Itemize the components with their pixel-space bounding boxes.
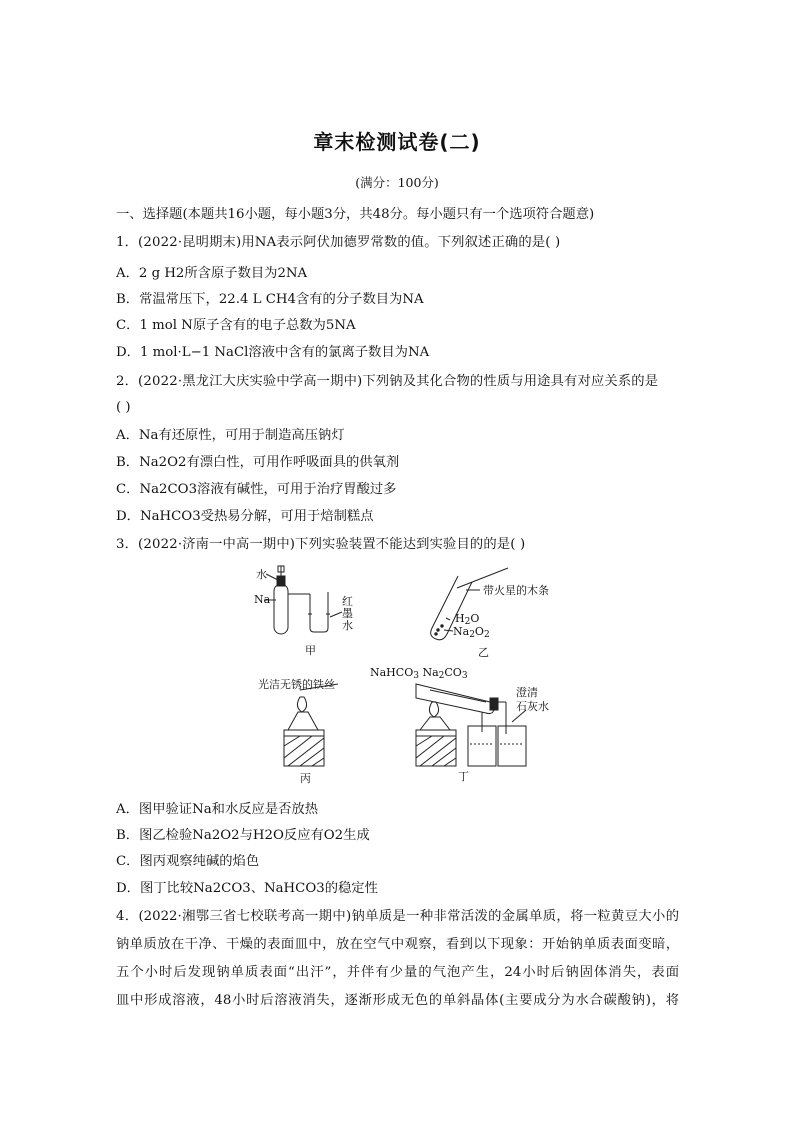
label-na: Na	[254, 593, 271, 606]
label-limewater	[516, 686, 549, 714]
question-1-option-a: A．2 g H2所含原子数目为2NA	[116, 266, 308, 281]
question-4-line-4: 皿中形成溶液，48小时后溶液消失，逐渐形成无色的单斜晶体(主要成分为水合碳酸钠)，将	[116, 993, 679, 1008]
label-water: 水	[256, 568, 267, 581]
caption-ding: 丁	[458, 770, 469, 783]
question-2-option-a: A．Na有还原性，可用于制造高压钠灯	[116, 428, 345, 443]
label-salts: NaHCO$_3$ $Na_2CO_3$	[370, 666, 468, 681]
question-4-line-2: 钠单质放在干净、干燥的表面皿中，放在空气中观察，看到以下现象：开始钠单质表面变暗，	[116, 937, 679, 952]
caption-jia: 甲	[305, 644, 316, 657]
label-red-ink-2: 墨	[342, 607, 353, 620]
question-3-option-b: B．图乙检验Na2O2与H2O反应有O2生成	[116, 828, 370, 843]
page-title: 章末检测试卷(二)	[313, 130, 481, 154]
question-2-option-c: C．Na2CO3溶液有碱性，可用于治疗胃酸过多	[116, 482, 397, 497]
setup-jia	[264, 566, 342, 634]
setup-bing	[284, 684, 338, 766]
question-2-option-b: B．Na2O2有漂白性，可用作呼吸面具的供氧剂	[116, 455, 400, 470]
section-heading: 一、选择题(本题共16小题，每小题3分，共48分。每小题只有一个选项符合题意)	[116, 207, 595, 222]
question-3-option-d: D．图丁比较Na2CO3、NaHCO3的稳定性	[116, 881, 378, 896]
label-red-ink	[342, 596, 353, 632]
score-note: (满分：100分)	[355, 175, 439, 190]
question-3-option-c: C．图丙观察纯碱的焰色	[116, 854, 260, 869]
setup-ding	[416, 684, 526, 766]
label-iron-wire: 光洁无锈的铁丝	[258, 678, 335, 691]
label-red-ink-3: 水	[342, 619, 353, 632]
label-h2o: $H_2O$	[455, 612, 480, 627]
question-2-answer-paren: ( )	[116, 400, 131, 415]
question-1-option-d: D．1 mol·L−1 NaCl溶液中含有的氯离子数目为NA	[116, 345, 430, 360]
question-2-option-d: D．NaHCO3受热易分解，可用于焙制糕点	[116, 509, 374, 524]
question-4-line-1: 4．(2022·湘鄂三省七校联考高一期中)钠单质是一种非常活泼的金属单质，将一粒黄豆大小的	[116, 909, 679, 924]
label-limewater-1: 澄清	[516, 686, 538, 699]
question-3-option-a: A．图甲验证Na和水反应是否放热	[116, 802, 319, 817]
label-red-ink-1: 红	[342, 595, 353, 608]
label-glowing-splint: 带火星的木条	[483, 584, 549, 597]
label-limewater-2: 石灰水	[516, 700, 549, 713]
label-na2o2: $Na_2O_2$	[453, 625, 490, 640]
question-1-stem: 1．(2022·昆明期末)用NA表示阿伏加德罗常数的值。下列叙述正确的是( )	[116, 235, 561, 250]
question-1-option-b: B．常温常压下，22.4 L CH4含有的分子数目为NA	[116, 292, 424, 307]
question-1-option-c: C．1 mol N原子含有的电子总数为5NA	[116, 318, 356, 333]
caption-yi: 乙	[478, 646, 489, 659]
question-3-stem: 3．(2022·济南一中高一期中)下列实验装置不能达到实验目的的是( )	[116, 537, 526, 552]
caption-bing: 丙	[300, 772, 311, 785]
question-2-stem: 2．(2022·黑龙江大庆实验中学高一期中)下列钠及其化合物的性质与用途具有对应关系的是	[116, 374, 659, 389]
apparatus-figure	[250, 562, 570, 792]
question-4-line-3: 五个小时后发现钠单质表面“出汗”，并伴有少量的气泡产生，24小时后钠固体消失，表面	[116, 965, 679, 980]
